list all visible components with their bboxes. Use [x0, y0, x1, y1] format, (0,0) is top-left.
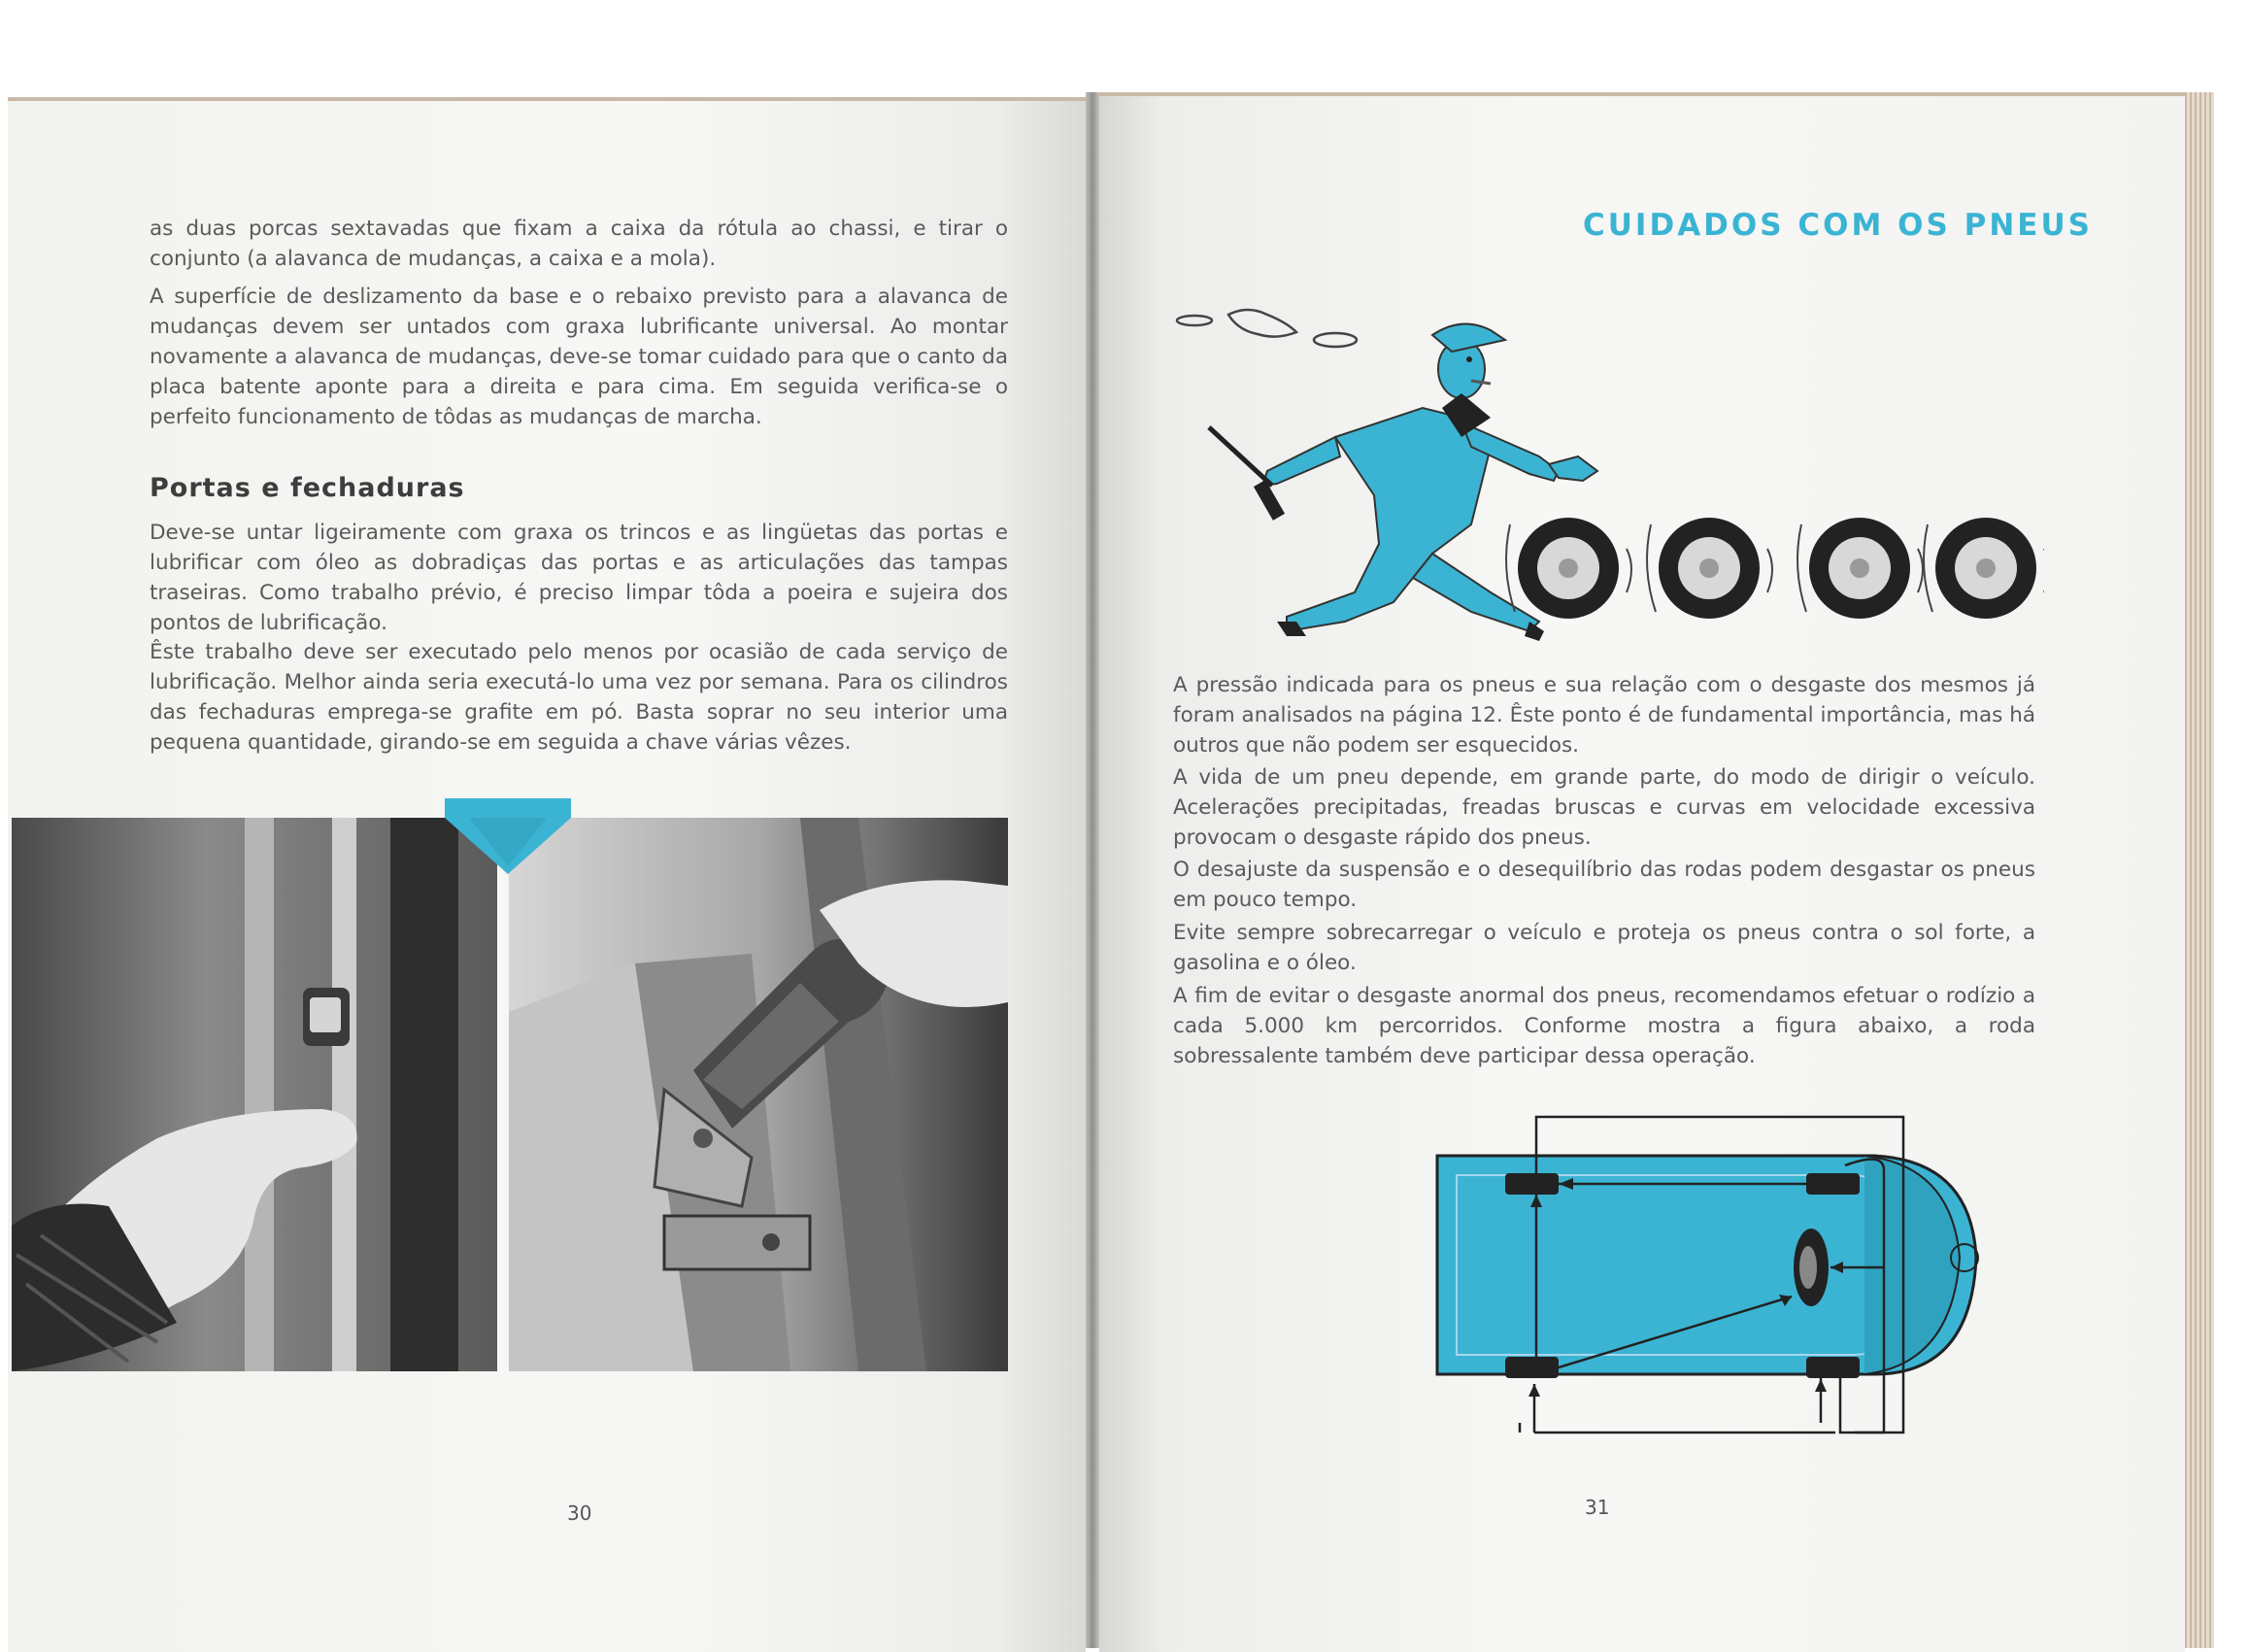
left-paragraph-2: A superfície de deslizamento da base e o rebaixo previsto para a alavanca de mudanças devem ser untados com graxa lubrificante universal. Ao montar novamente a alavanca de mudanças, deve-se tomar cuidado para que o canto da placa batente aponte para a direita e para cima. Em seguida verifica-se o perfeito funcionamento de tôdas as mudanças de marcha. — [150, 285, 1008, 429]
door-latch-photo — [12, 818, 497, 1371]
tire-rotation-diagram — [1427, 1112, 1981, 1442]
door-hinge-illustration — [509, 818, 1008, 1371]
right-paragraph-3: O desajuste da suspensão e o desequilíbrio das rodas podem desgastar os pneus em pouco tempo. — [1173, 858, 2035, 912]
down-arrow-icon — [445, 798, 571, 876]
right-page-title: CUIDADOS COM OS PNEUS — [1583, 208, 2093, 243]
left-paragraph-3: Deve-se untar ligeiramente com graxa os trincos e as lingüetas das portas e lubrificar com óleo as dobradiças das portas e as articulações das tampas traseiras. Como trabalho prévio, é preciso limpar tôda a poeira e sujeira dos pontos de lubrificação. — [150, 521, 1008, 635]
left-paragraph-1: as duas porcas sextavadas que fixam a caixa da rótula ao chassi, e tirar o conjunto (a alavanca de mudanças, a caixa e a mola). — [150, 217, 1008, 271]
right-paragraph-2: A vida de um pneu depende, em grande parte, do modo de dirigir o veículo. Acelerações precipitadas, freadas bruscas e curvas em velocidade excessiva provocam o desgaste rápido dos pneus. — [1173, 765, 2035, 850]
right-page-number: 31 — [1585, 1496, 1610, 1519]
door-latch-illustration — [12, 818, 497, 1371]
right-paragraph-5: A fim de evitar o desgaste anormal dos pneus, recomendamos efetuar o rodízio a cada 5.000 km percorridos. Conforme mostra a figura abaixo, a roda sobressalente também deve participar dessa operação. — [1173, 984, 2035, 1068]
page-edges — [2185, 92, 2214, 1648]
section-heading: Portas e fechaduras — [150, 473, 465, 503]
right-paragraph-1: A pressão indicada para os pneus e sua relação com o desgaste dos mesmos já foram analisados na página 12. Êste ponto é de fundamental importância, mas há outros que não podem ser esquecidos. — [1173, 673, 2035, 758]
door-hinge-photo — [509, 818, 1008, 1371]
right-paragraph-4: Evite sempre sobrecarregar o veículo e proteja os pneus contra o sol forte, a gasolina e o óleo. — [1173, 921, 2035, 975]
left-page-number: 30 — [567, 1501, 592, 1525]
book-gutter — [1086, 92, 1099, 1648]
mechanic-rolling-tires-illustration — [1170, 301, 2044, 641]
left-paragraph-4: Êste trabalho deve ser executado pelo menos por ocasião de cada serviço de lubrificação. Melhor ainda seria executá-lo uma vez por semana. Para os cilindros das fechaduras emprega-se grafite em pó. Basta soprar no seu interior uma pequena quantidade, girando-se em seguida a chave várias vêzes. — [150, 640, 1008, 755]
